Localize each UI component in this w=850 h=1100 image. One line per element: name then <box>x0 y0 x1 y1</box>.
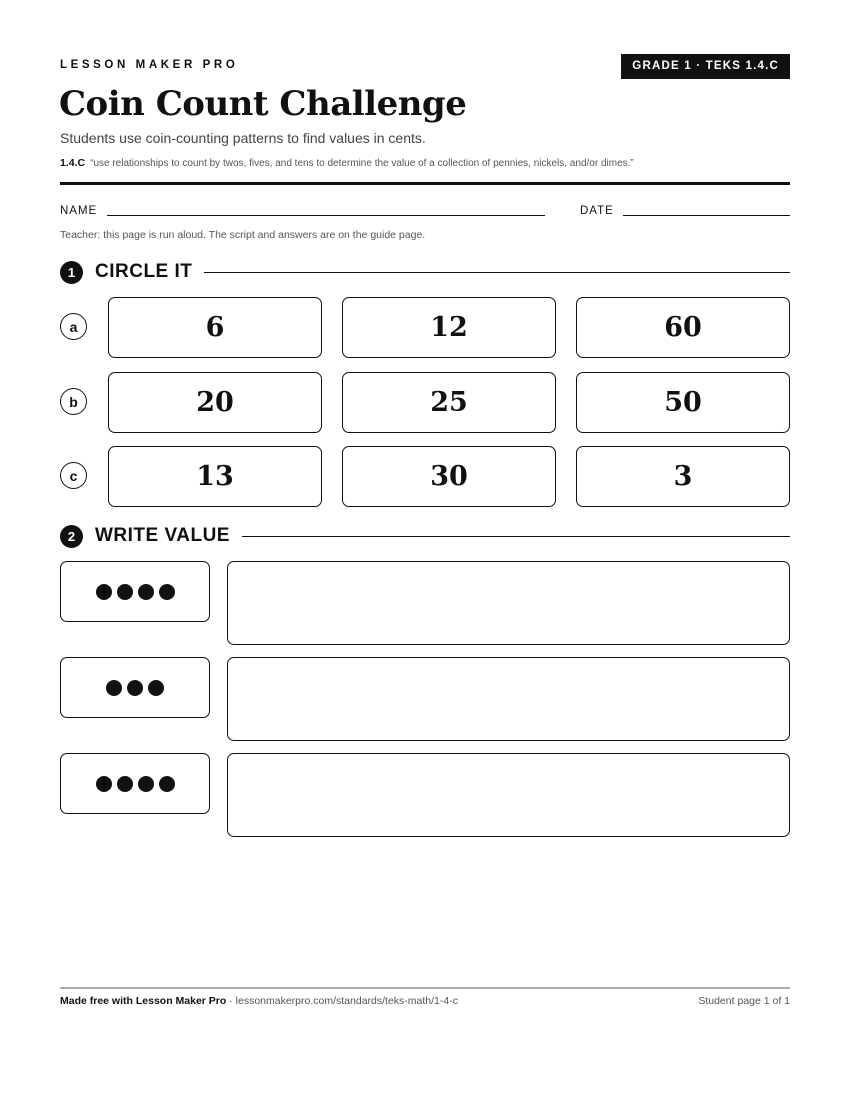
choice-b-2[interactable]: 25 <box>342 372 556 433</box>
dot-card-1 <box>60 561 210 622</box>
name-label: NAME <box>60 205 98 217</box>
dot <box>106 680 122 696</box>
choice-a-3[interactable]: 60 <box>576 297 790 358</box>
dot <box>138 584 154 600</box>
footer-page-label: Student page 1 of 1 <box>698 995 790 1007</box>
choice-a-1[interactable]: 6 <box>108 297 322 358</box>
choice-c-2[interactable]: 30 <box>342 446 556 507</box>
row-b-letter: b <box>60 388 87 415</box>
page-title: Coin Count Challenge <box>59 84 467 124</box>
section-2-rule <box>242 536 790 537</box>
section-2-header <box>60 524 790 548</box>
dot <box>127 680 143 696</box>
dot <box>159 776 175 792</box>
row-a-letter: a <box>60 313 87 340</box>
choice-b-3[interactable]: 50 <box>576 372 790 433</box>
answer-box-2[interactable] <box>227 657 790 741</box>
name-write-line[interactable] <box>107 215 545 216</box>
footer-divider <box>60 987 790 989</box>
dot <box>138 776 154 792</box>
choice-a-2[interactable]: 12 <box>342 297 556 358</box>
footer-url[interactable]: · lessonmakerpro.com/standards/teks-math/1-4-c <box>226 995 458 1007</box>
dot-card-2 <box>60 657 210 718</box>
dot <box>117 584 133 600</box>
standard-line <box>60 157 634 169</box>
dot <box>96 776 112 792</box>
date-label: DATE <box>580 205 614 217</box>
dot <box>96 584 112 600</box>
answer-box-1[interactable] <box>227 561 790 645</box>
teacher-note: Teacher: this page is run aloud. The script and answers are on the guide page. <box>60 229 426 241</box>
footer-credit <box>60 995 458 1007</box>
section-1-header <box>60 260 790 284</box>
dot <box>159 584 175 600</box>
answer-box-3[interactable] <box>227 753 790 837</box>
brand-name: LESSON MAKER PRO <box>60 59 239 71</box>
section-1-number: 1 <box>60 261 83 284</box>
grade-standard-badge: GRADE 1 · TEKS 1.4.C <box>621 54 790 79</box>
date-write-line[interactable] <box>623 215 790 216</box>
standard-text: “use relationships to count by twos, fives, and tens to determine the value of a collection of pennies, nickels, and/or dimes.” <box>90 158 634 169</box>
page-subtitle: Students use coin-counting patterns to find values in cents. <box>60 130 426 146</box>
dot-card-3 <box>60 753 210 814</box>
dot <box>117 776 133 792</box>
choice-c-3[interactable]: 3 <box>576 446 790 507</box>
standard-code: 1.4.C <box>60 157 86 169</box>
header-divider <box>60 182 790 185</box>
dot <box>148 680 164 696</box>
section-2-number: 2 <box>60 525 83 548</box>
choice-b-1[interactable]: 20 <box>108 372 322 433</box>
footer-made-with: Made free with Lesson Maker Pro <box>60 995 227 1007</box>
choice-c-1[interactable]: 13 <box>108 446 322 507</box>
section-1-rule <box>204 272 790 273</box>
section-1-title: CIRCLE IT <box>95 261 193 282</box>
row-c-letter: c <box>60 462 87 489</box>
section-2-title: WRITE VALUE <box>95 525 230 546</box>
